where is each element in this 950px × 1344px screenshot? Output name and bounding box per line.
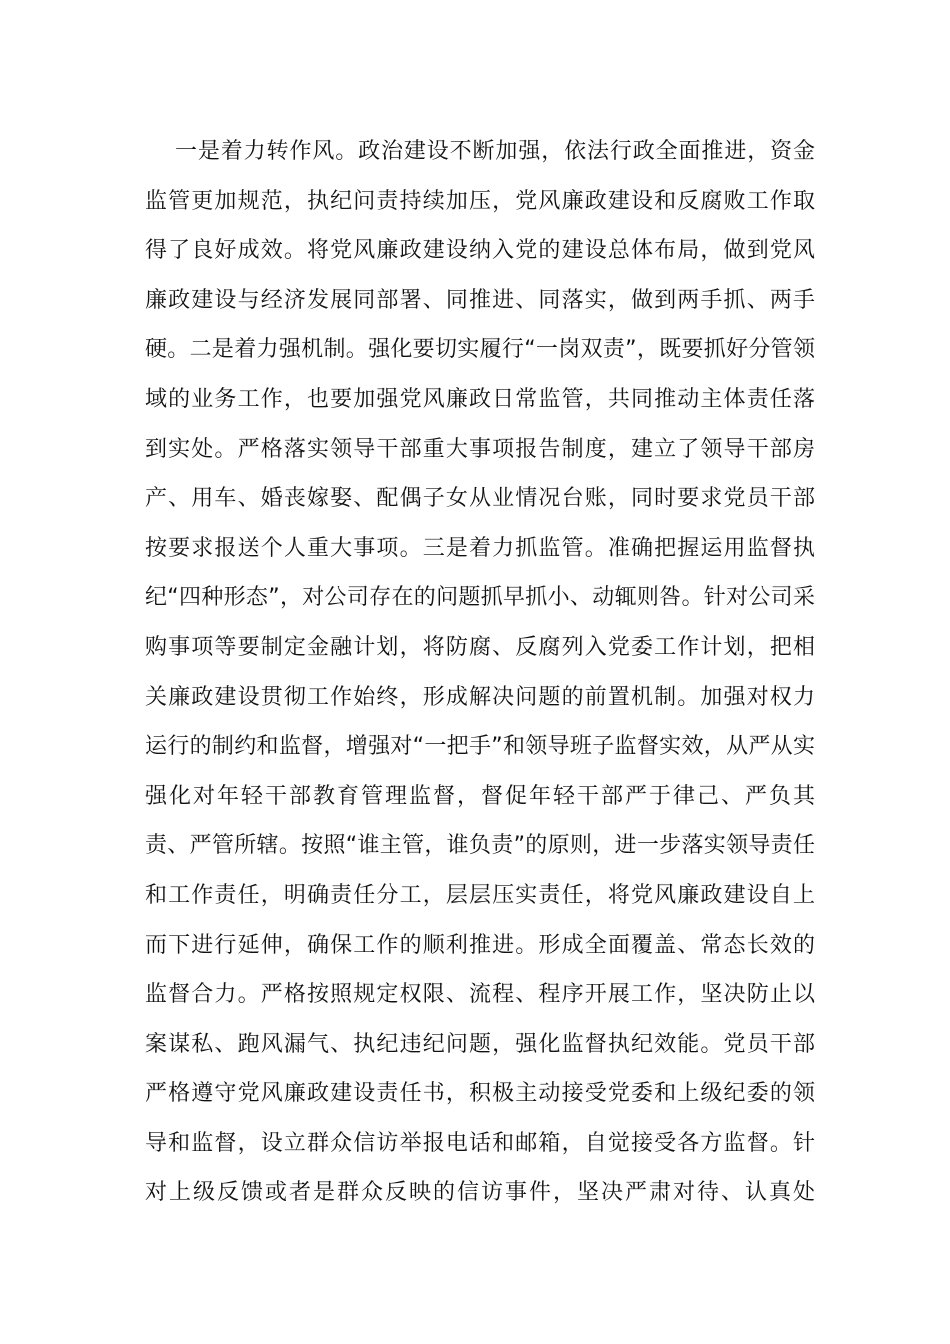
body-paragraph [145,127,815,1218]
text-line: 责、严管所辖。按照“谁主管，谁负责”的原则，进一步落实领导责任 [145,833,815,859]
text-line: 关廉政建设贯彻工作始终，形成解决问题的前置机制。加强对权力 [145,684,815,710]
text-line: 严格遵守党风廉政建设责任书，积极主动接受党委和上级纪委的领 [145,1081,815,1107]
text-line: 按要求报送个人重大事项。三是着力抓监管。准确把握运用监督执 [145,535,815,561]
text-line: 运行的制约和监督，增强对“一把手”和领导班子监督实效，从严从实 [145,734,815,760]
text-line: 廉政建设与经济发展同部署、同推进、同落实，做到两手抓、两手 [145,287,815,313]
text-line: 监督合力。严格按照规定权限、流程、程序开展工作，坚决防止以 [145,982,815,1008]
text-line: 产、用车、婚丧嫁娶、配偶子女从业情况台账，同时要求党员干部 [145,486,815,512]
text-line: 导和监督，设立群众信访举报电话和邮箱，自觉接受各方监督。针 [145,1130,815,1156]
text-line: 监管更加规范，执纪问责持续加压，党风廉政建设和反腐败工作取 [145,188,815,214]
text-line: 强化对年轻干部教育管理监督，督促年轻干部严于律己、严负其 [145,783,815,809]
text-line: 硬。二是着力强机制。强化要切实履行“一岗双责”，既要抓好分管领 [145,337,815,363]
text-line: 和工作责任，明确责任分工，层层压实责任，将党风廉政建设自上 [145,882,815,908]
text-line: 到实处。严格落实领导干部重大事项报告制度，建立了领导干部房 [145,436,815,462]
text-line: 对上级反馈或者是群众反映的信访事件，坚决严肃对待、认真处 [145,1180,815,1206]
text-line: 购事项等要制定金融计划，将防腐、反腐列入党委工作计划，把相 [145,634,815,660]
text-line: 域的业务工作，也要加强党风廉政日常监管，共同推动主体责任落 [145,386,815,412]
text-line: 得了良好成效。将党风廉政建设纳入党的建设总体布局，做到党风 [145,238,815,264]
text-line: 案谋私、跑风漏气、执纪违纪问题，强化监督执纪效能。党员干部 [145,1031,815,1057]
text-line: 纪“四种形态”，对公司存在的问题抓早抓小、动辄则咎。针对公司采 [145,585,815,611]
text-line: 一是着力转作风。政治建设不断加强，依法行政全面推进，资金 [175,139,815,164]
text-line: 而下进行延伸，确保工作的顺利推进。形成全面覆盖、常态长效的 [145,932,815,958]
